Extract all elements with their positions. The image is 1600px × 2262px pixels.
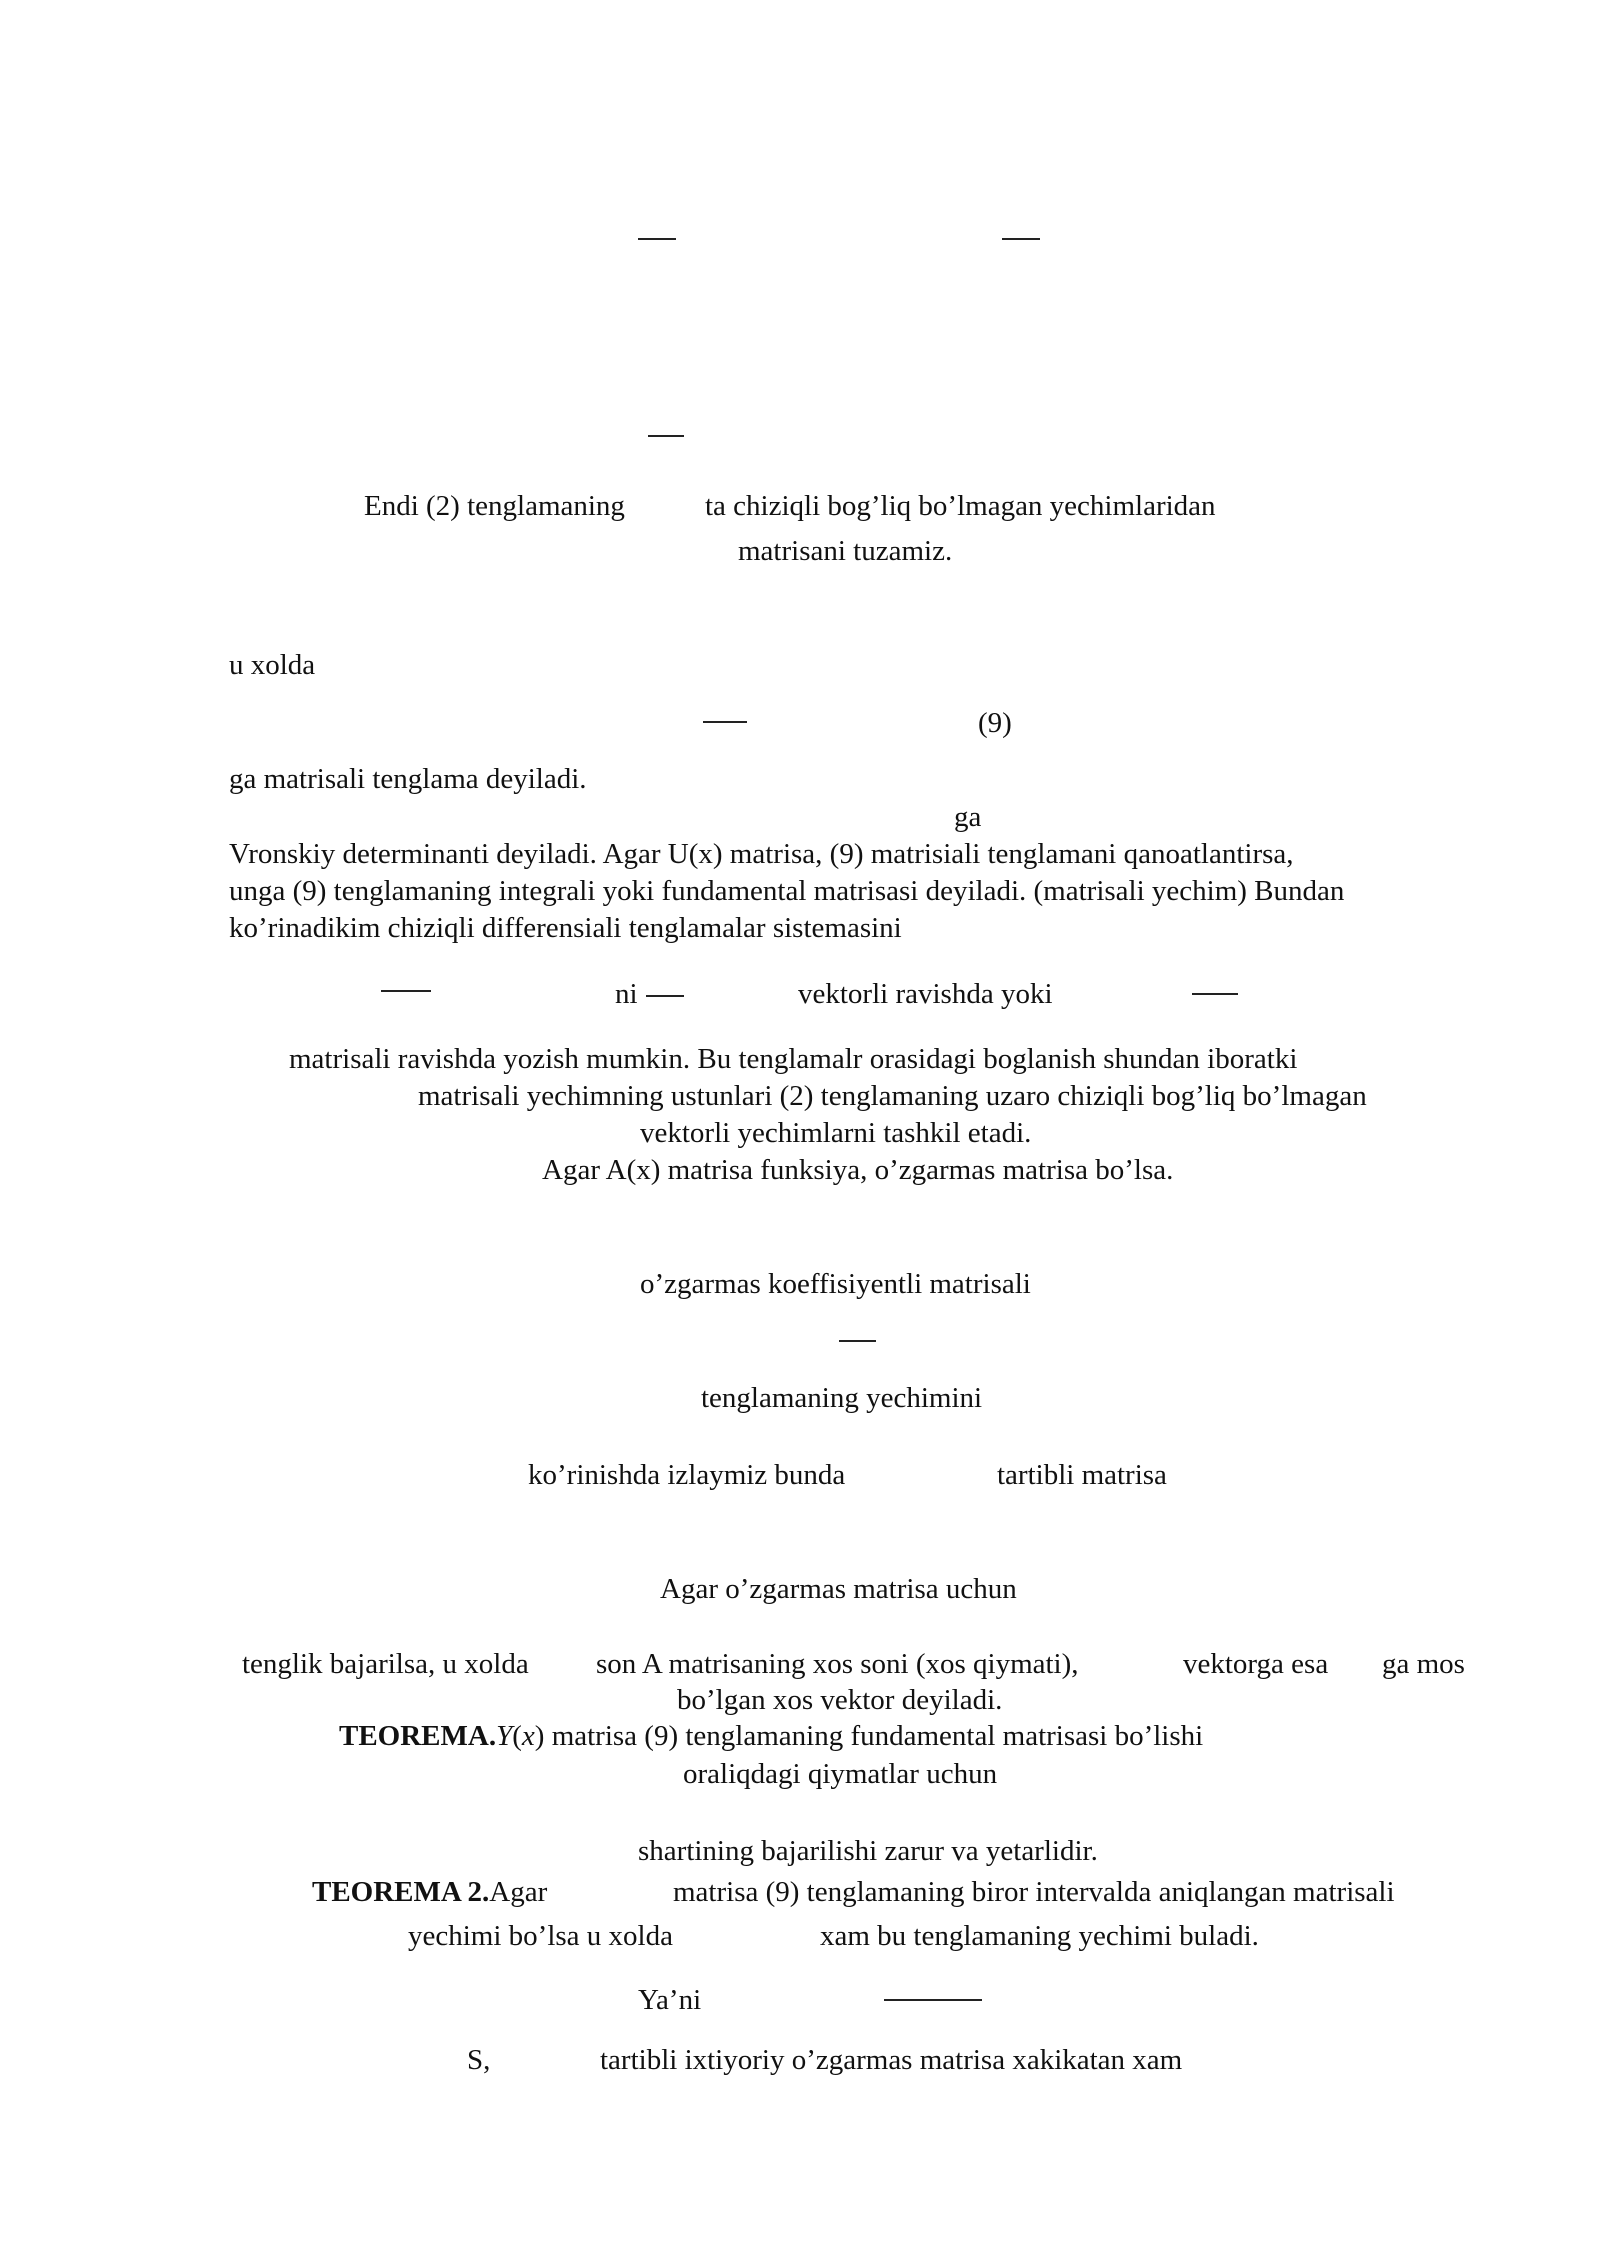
math-symbol: x [521, 1720, 535, 1752]
paragraph-text: ko’rinishda izlaymiz bunda [528, 1459, 846, 1491]
paragraph-text: tartibli ixtiyoriy o’zgarmas matrisa xakikatan xam [600, 2044, 1183, 2076]
fraction-bar [638, 238, 676, 240]
paragraph-text: tartibli matrisa [997, 1459, 1167, 1491]
theorem-label: TEOREMA 2. [312, 1876, 490, 1908]
fraction-bar [648, 435, 684, 437]
paragraph-text: ta chiziqli bog’liq bo’lmagan yechimlaridan [705, 490, 1216, 522]
fraction-bar [884, 1999, 982, 2001]
paragraph-text: ga matrisali tenglama deyiladi. [229, 763, 587, 795]
paragraph-text: ga [954, 801, 982, 833]
paragraph-text: xam bu tenglamaning yechimi buladi. [820, 1920, 1259, 1952]
math-paren: ( [512, 1720, 522, 1752]
fraction-bar [1002, 238, 1040, 240]
paragraph-text: vektorli yechimlarni tashkil etadi. [640, 1117, 1032, 1149]
theorem-heading [339, 1722, 1203, 1751]
theorem-label: TEOREMA. [339, 1720, 497, 1752]
paragraph-text: yechimi bo’lsa u xolda [408, 1920, 673, 1952]
paragraph-text: S, [467, 2044, 491, 2076]
paragraph-text: Agar o’zgarmas matrisa uchun [660, 1573, 1017, 1605]
theorem-heading [312, 1878, 547, 1907]
paragraph-text: vektorga esa [1183, 1648, 1329, 1680]
paragraph-text: Ya’ni [638, 1984, 702, 2016]
paragraph-text: unga (9) tenglamaning integrali yoki fundamental matrisasi deyiladi. (matrisali yechim) Bundan [229, 875, 1345, 907]
paragraph-text: matrisali ravishda yozish mumkin. Bu tenglamalr orasidagi boglanish shundan iboratki [289, 1043, 1298, 1075]
equation-number: (9) [978, 707, 1012, 739]
fraction-bar [1192, 993, 1238, 995]
fraction-bar [381, 990, 431, 992]
paragraph-text: u xolda [229, 649, 316, 681]
theorem-text: Agar [489, 1876, 548, 1908]
paragraph-text: tenglik bajarilsa, u xolda [242, 1648, 529, 1680]
paragraph-text: matrisali yechimning ustunlari (2) tenglamaning uzaro chiziqli bog’liq bo’lmagan [418, 1080, 1367, 1112]
paragraph-text: Vronskiy determinanti deyiladi. Agar U(x) matrisa, (9) matrisiali tenglamani qanoatlantirsa, [229, 838, 1294, 870]
paragraph-text: tenglamaning yechimini [701, 1382, 983, 1414]
fraction-bar [703, 721, 747, 723]
theorem-text: ) matrisa (9) tenglamaning fundamental matrisasi bo’lishi [534, 1720, 1204, 1752]
paragraph-text: ni [615, 978, 638, 1010]
paragraph-text: vektorli ravishda yoki [798, 978, 1053, 1010]
paragraph-text: Endi (2) tenglamaning [364, 490, 625, 522]
paragraph-text: shartining bajarilishi zarur va yetarlidir. [638, 1835, 1098, 1867]
paragraph-text: Agar A(x) matrisa funksiya, o’zgarmas matrisa bo’lsa. [542, 1154, 1174, 1186]
paragraph-text: matrisa (9) tenglamaning biror intervalda aniqlangan matrisali [673, 1876, 1395, 1908]
math-symbol: Y [496, 1720, 513, 1752]
paragraph-text: son A matrisaning xos soni (xos qiymati), [596, 1648, 1079, 1680]
paragraph-text: bo’lgan xos vektor deyiladi. [677, 1684, 1003, 1716]
paragraph-text: o’zgarmas koeffisiyentli matrisali [640, 1268, 1031, 1300]
fraction-bar [646, 995, 684, 997]
paragraph-text: matrisani tuzamiz. [738, 535, 953, 567]
fraction-bar [839, 1340, 876, 1342]
paragraph-text: oraliqdagi qiymatlar uchun [683, 1758, 998, 1790]
paragraph-text: ko’rinadikim chiziqli differensiali tenglamalar sistemasini [229, 912, 902, 944]
paragraph-text: ga mos [1382, 1648, 1465, 1680]
